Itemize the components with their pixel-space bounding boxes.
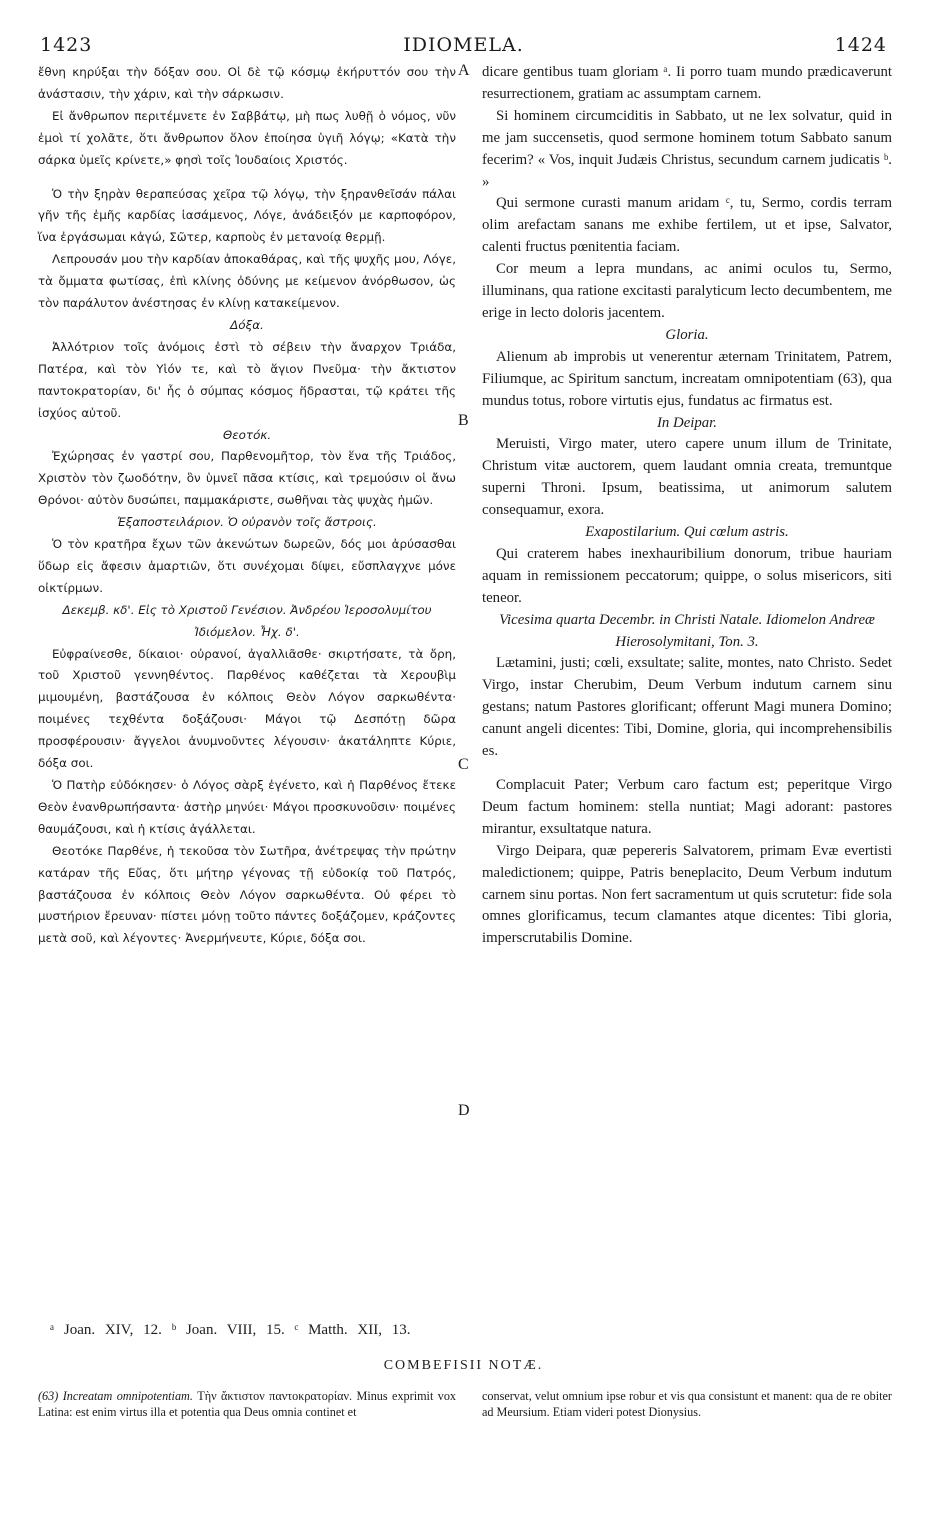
greek-paragraph: Εὐφραίνεσθε, δίκαιοι· οὐρανοί, ἀγαλλιᾶσθε· σκιρτήσατε, τὰ ὄρη, τοῦ Χριστοῦ γεννηθέντος. Παρθένος καθέζεται τὰ Χερουβὶμ μιμουμένη, βαστάζουσα ἐν κόλποις Θεὸν Λόγον σαρκωθέντα· ποιμένες τεχθέντα δοξάζουσι· Μάγοι τῷ Δεσπότῃ δῶρα προσφέρουσιν· ἄγγελοι ἀνυμνοῦντες λέγουσιν· ἀκατάληπτε Κύριε, δόξα σοι. [38, 646, 456, 771]
notes-title: COMBEFISII NOTÆ. [383, 1358, 544, 1373]
note-text-left: Τὴν ἄκτιστον παντοκρατορίαν. Minus exprimit vox Latina: est enim virtus illa et potentia qua Deus omnia continet et [38, 1389, 457, 1419]
latin-paragraph: Qui sermone curasti manum aridam ᶜ, tu, Sermo, cordis terram olim arefactam sanans me exhibe fertilem, ut et ipse, Salvator, calenti fructus pœnitentia faciam. [482, 195, 892, 256]
latin-paragraph: Virgo Deipara, quæ pepereris Salvatorem, primam Evæ evertisti maledictionem; quippe, Patris beneplacito, Deum Verbum indutum carnem sinu portas. Non fert sacramentum ut quis scrutetur: fide sola omnes glorificamus, tecum clamantes atque dicentes: Tibi gloria, imperscrutabilis Domine. [482, 842, 892, 947]
notes-left-column [38, 1388, 456, 1420]
latin-heading-gloria: Gloria. [665, 326, 709, 343]
latin-heading-deipar: In Deipar. [656, 414, 717, 431]
margin-marker-d: D [458, 1102, 470, 1119]
latin-column [482, 62, 892, 950]
margin-marker-a: A [458, 62, 470, 79]
greek-paragraph: Ὁ τὸν κρατῆρα ἔχων τῶν ἀκενώτων δωρεῶν, δός μοι ἀρύσασθαι ὕδωρ εἰς ἄφεσιν ἁμαρτιῶν, ὅτι συνέχομαι δίψει, εὔσπλαγχνε μόνε οἰκτίρμων. [38, 537, 456, 595]
latin-paragraph: Meruisti, Virgo mater, utero capere unum illum de Trinitate, Christum vitæ auctorem, quem laudant omnia creata, tremuntque superni Throni. Ipsum, beatissima, ut animorum salutem consequamur, exora. [482, 436, 892, 519]
greek-column [38, 62, 456, 950]
page-number-right: 1424 [834, 34, 887, 56]
running-title: IDIOMELA. [403, 34, 524, 56]
greek-paragraph: Ἀλλότριον τοῖς ἀνόμοις ἐστὶ τὸ σέβειν τὴν ἄναρχον Τριάδα, Πατέρα, καὶ τὸν Υἱόν τε, καὶ τὸ ἅγιον Πνεῦμα· τὴν ἄκτιστον παντοκρατορίαν, δι' ἧς ὁ σύμπας κόσμος ἥδρασται, τῷ κράτει τῆς ἰσχύος αὐτοῦ. [38, 339, 456, 420]
margin-marker-b: B [458, 412, 469, 429]
latin-paragraph: Cor meum a lepra mundans, ac animi oculos tu, Sermo, illuminans, qua ratione excitasti paralyticum lecto decumbentem, me erige in lecto doloris jacentem. [482, 261, 892, 321]
note-label: (63) Increatam omnipotentiam. [38, 1389, 193, 1403]
greek-paragraph: Θεοτόκε Παρθένε, ἡ τεκοῦσα τὸν Σωτῆρα, ἀνέτρεψας τὴν πρώτην κατάραν τῆς Εὔας, ὅτι μήτηρ γέγονας τῇ εὐδοκίᾳ τοῦ Πατρός, βαστάζουσα ἐν κόλποις Θεὸν Λόγον σαρκωθέντα. Οὐ φέρει τὸ μυστήριον ἔρευναν· πίστει μόνῃ τοῦτο πάντες δοξάζομεν, κράζοντες μετὰ σοῦ, καὶ λέγοντες· Ἀνερμήνευτε, Κύριε, δόξα σοι. [38, 843, 456, 946]
note-text-right: conservat, velut omnium ipse robur et vis qua consistunt et manent: qua de re obiter ad Meursium. Etiam videri potest Dionysius. [482, 1389, 892, 1419]
greek-paragraph: Ἐχώρησας ἐν γαστρί σου, Παρθενομῆτορ, τὸν ἕνα τῆς Τριάδος, Χριστὸν τὸν ζωοδότην, ὃν ὑμνεῖ πᾶσα κτίσις, καὶ τρεμούσιν οἱ ἄνω Θρόνοι· αὐτὸν δυσώπει, παμμακάριστε, σωθῆναι τὰς ψυχὰς ἡμῶν. [38, 449, 456, 508]
greek-paragraph: Ὁ τὴν ξηρὰν θεραπεύσας χεῖρα τῷ λόγῳ, τὴν ξηρανθεῖσάν πάλαι γῆν τῆς ἐμῆς καρδίας ἰασάμενος, Λόγε, ἀνάδειξόν με καρποφόρον, ἵνα ἐργάσωμαι κἀγώ, Σῶτερ, καρποὺς ἐν μετανοίᾳ θερμῇ. [38, 186, 456, 245]
greek-heading-doxa: Δόξα. [230, 317, 264, 332]
greek-heading-exapostilarion: Ἐξαποστειλάριον. Ὁ οὐρανὸν τοῖς ἄστροις. [117, 515, 377, 530]
page-header [40, 34, 887, 58]
greek-heading-nativity: Δεκεμβ. κδ'. Εἰς τὸ Χριστοῦ Γενέσιον. Ἀνδρέου Ἱεροσολυμίτου Ἰδιόμελον. Ἦχ. δ'. [62, 602, 432, 639]
page-number-left: 1423 [40, 34, 93, 56]
latin-heading-exapostilarium: Exapostilarium. Qui cœlum astris. [585, 524, 789, 541]
latin-paragraph: Si hominem circumciditis in Sabbato, ut ne lex solvatur, quid in me jam succensetis, quod sermone hominem totum Sabbato sanum fecerim? « Vos, inquit Judæis Christus, secundum carnem judicatis ᵇ. » [482, 107, 892, 190]
notes-right-column [482, 1388, 892, 1420]
latin-paragraph: Complacuit Pater; Verbum caro factum est; peperitque Virgo Deum factum hominem: stella nuntiat; Magi adorant: pastores mirantur, exsultatque natura. [482, 777, 892, 837]
latin-paragraph: Qui craterem habes inexhauribilium donorum, tribue hauriam aquam in remissionem peccatorum; quippe, o solus misericors, siti teneor. [482, 545, 892, 606]
greek-paragraph: Λεπρουσάν μου τὴν καρδίαν ἀποκαθάρας, καὶ τῆς ψυχῆς μου, Λόγε, τὰ ὄμματα φωτίσας, ἐπὶ κλίνης ὀδύνης με κείμενον ἀνόρθωσον, ὡς τὸν παράλυτον ἀνέστησας ἐν κλίνῃ κατακείμενον. [38, 252, 456, 311]
latin-heading-nativity: Vicesima quarta Decembr. in Christi Natale. Idiomelon Andreæ Hierosolymitani, Ton. 3. [499, 611, 875, 650]
margin-marker-c: C [458, 756, 469, 773]
greek-heading-theotok: Θεοτόκ. [222, 427, 272, 442]
greek-paragraph: Εἰ ἄνθρωπον περιτέμνετε ἐν Σαββάτῳ, μὴ πως λυθῇ ὁ νόμος, νῦν ἐμοὶ τί χολᾶτε, ὅτι ἄνθρωπον ὅλον ἐποίησα ὑγιῆ λόγῳ; «Κατὰ τὴν σάρκα ὑμεῖς κρίνετε,» φησὶ τοῖς Ἰουδαίοις Χριστός. [38, 108, 456, 167]
greek-paragraph: ἔθνη κηρύξαι τὴν δόξαν σου. Οἱ δὲ τῷ κόσμῳ ἐκήρυττόν σου τὴν ἀνάστασιν, τὴν χάριν, καὶ τὴν σάρκωσιν. [38, 65, 456, 101]
greek-paragraph: Ὁ Πατὴρ εὐδόκησεν· ὁ Λόγος σὰρξ ἐγένετο, καὶ ἡ Παρθένος ἔτεκε Θεὸν ἐνανθρωπήσαντα· ἀστὴρ μηνύει· Μάγοι προσκυνοῦσιν· ποιμένες θαυμάζουσι, καὶ ἡ κτίσις ἀγάλλεται. [38, 778, 456, 836]
latin-paragraph: Lætamini, justi; cœli, exsultate; salite, montes, nato Christo. Sedet Virgo, instar Cherubim, Deum Verbum indutum carnem sinu gestans; natum Pastores glorificant; offerunt Magi munera Domino; canunt angeli dicentes: Tibi, Domine, gloria, qui incomprehensibilis es. [482, 655, 892, 760]
latin-paragraph: Alienum ab improbis ut venerentur æternam Trinitatem, Patrem, Filiumque, ac Spiritum sanctum, increatam omnipotentiam (63), qua mundus totus, robore virtutis ejus, fundatus ac firmatus est. [482, 348, 892, 409]
latin-paragraph: dicare gentibus tuam gloriam ᵃ. Ii porro tuam mundo prædicaverunt resurrectionem, gratiam ac assumptam carnem. [482, 64, 892, 102]
footnotes: ᵃ Joan. XIV, 12. ᵇ Joan. VIII, 15. ᶜ Matth. XII, 13. [50, 1322, 411, 1338]
